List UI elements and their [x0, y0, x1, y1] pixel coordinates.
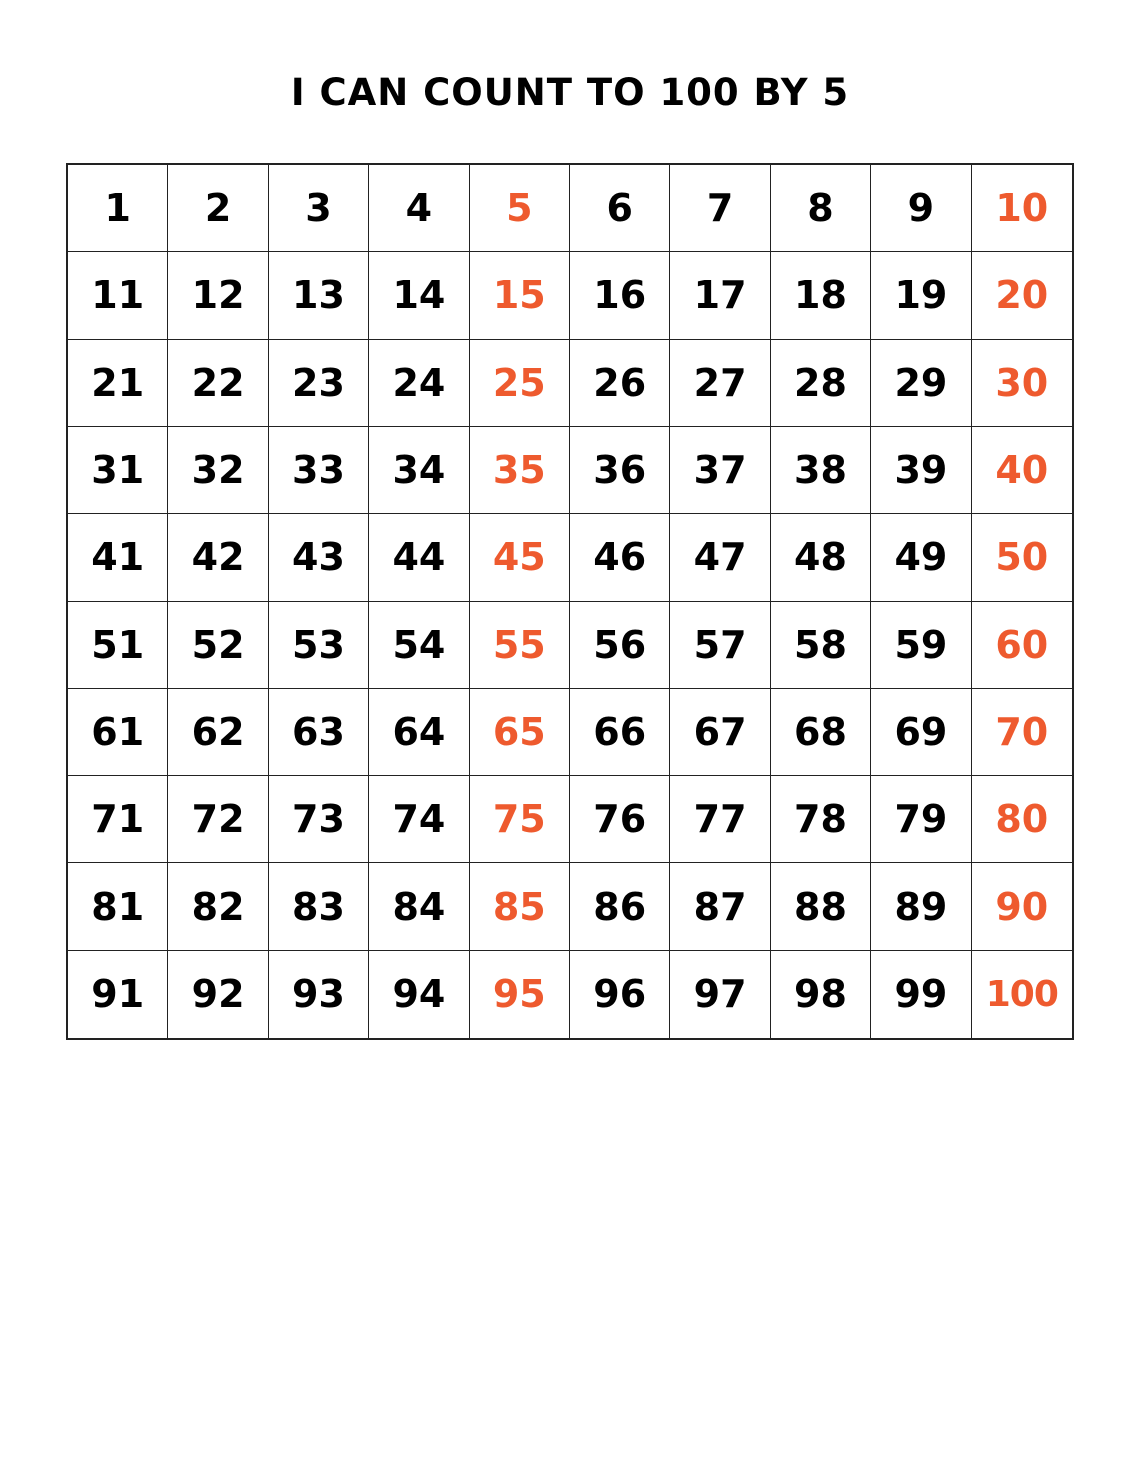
number-cell: 13 [269, 252, 369, 339]
number-cell: 61 [68, 689, 168, 776]
number-cell-highlighted: 90 [972, 863, 1072, 950]
number-cell: 68 [771, 689, 871, 776]
number-cell: 22 [168, 340, 268, 427]
number-cell: 72 [168, 776, 268, 863]
number-cell: 3 [269, 165, 369, 252]
number-cell: 7 [670, 165, 770, 252]
number-cell: 98 [771, 951, 871, 1038]
number-cell: 66 [570, 689, 670, 776]
number-cell: 97 [670, 951, 770, 1038]
number-cell-highlighted: 25 [470, 340, 570, 427]
number-cell: 9 [871, 165, 971, 252]
number-cell: 67 [670, 689, 770, 776]
number-cell: 48 [771, 514, 871, 601]
number-cell: 18 [771, 252, 871, 339]
number-cell: 29 [871, 340, 971, 427]
number-cell: 54 [369, 602, 469, 689]
number-cell-highlighted: 95 [470, 951, 570, 1038]
number-cell-highlighted: 75 [470, 776, 570, 863]
number-cell-highlighted: 20 [972, 252, 1072, 339]
number-cell-highlighted: 60 [972, 602, 1072, 689]
number-cell: 76 [570, 776, 670, 863]
number-cell: 21 [68, 340, 168, 427]
number-cell: 84 [369, 863, 469, 950]
number-cell: 28 [771, 340, 871, 427]
number-cell: 17 [670, 252, 770, 339]
number-cell: 11 [68, 252, 168, 339]
number-cell: 52 [168, 602, 268, 689]
number-cell: 53 [269, 602, 369, 689]
number-cell: 58 [771, 602, 871, 689]
number-cell: 12 [168, 252, 268, 339]
number-cell: 87 [670, 863, 770, 950]
hundreds-chart-grid [66, 163, 1074, 1040]
number-cell: 77 [670, 776, 770, 863]
number-cell-highlighted: 15 [470, 252, 570, 339]
number-cell: 34 [369, 427, 469, 514]
number-cell-highlighted: 100 [985, 973, 1058, 1015]
number-cell: 1 [68, 165, 168, 252]
number-cell-highlighted: 5 [470, 165, 570, 252]
number-cell-highlighted: 35 [470, 427, 570, 514]
number-cell: 96 [570, 951, 670, 1038]
number-cell: 44 [369, 514, 469, 601]
number-cell: 26 [570, 340, 670, 427]
number-cell: 43 [269, 514, 369, 601]
number-cell-highlighted: 55 [470, 602, 570, 689]
number-cell: 32 [168, 427, 268, 514]
number-cell: 56 [570, 602, 670, 689]
number-cell: 89 [871, 863, 971, 950]
number-cell-highlighted: 45 [470, 514, 570, 601]
number-cell-highlighted: 70 [972, 689, 1072, 776]
number-cell: 57 [670, 602, 770, 689]
number-cell: 42 [168, 514, 268, 601]
number-cell: 49 [871, 514, 971, 601]
number-cell-highlighted: 10 [972, 165, 1072, 252]
number-cell: 86 [570, 863, 670, 950]
number-cell: 73 [269, 776, 369, 863]
number-cell-highlighted: 85 [470, 863, 570, 950]
number-cell: 16 [570, 252, 670, 339]
number-cell: 92 [168, 951, 268, 1038]
number-cell: 74 [369, 776, 469, 863]
number-cell: 82 [168, 863, 268, 950]
number-cell-highlighted: 40 [972, 427, 1072, 514]
number-cell: 8 [771, 165, 871, 252]
number-cell: 46 [570, 514, 670, 601]
number-cell: 94 [369, 951, 469, 1038]
number-cell: 88 [771, 863, 871, 950]
page-title: I CAN COUNT TO 100 BY 5 [290, 71, 850, 114]
number-cell: 14 [369, 252, 469, 339]
number-cell: 93 [269, 951, 369, 1038]
number-cell: 36 [570, 427, 670, 514]
number-cell: 24 [369, 340, 469, 427]
number-cell: 27 [670, 340, 770, 427]
number-cell: 83 [269, 863, 369, 950]
number-cell: 2 [168, 165, 268, 252]
number-cell: 51 [68, 602, 168, 689]
number-cell: 59 [871, 602, 971, 689]
number-cell: 39 [871, 427, 971, 514]
number-cell-highlighted: 65 [470, 689, 570, 776]
number-cell-highlighted: 30 [972, 340, 1072, 427]
number-cell: 81 [68, 863, 168, 950]
number-cell: 41 [68, 514, 168, 601]
number-cell: 63 [269, 689, 369, 776]
number-cell: 33 [269, 427, 369, 514]
number-cell: 19 [871, 252, 971, 339]
number-cell-highlighted: 80 [972, 776, 1072, 863]
number-cell: 6 [570, 165, 670, 252]
number-cell: 62 [168, 689, 268, 776]
number-cell: 69 [871, 689, 971, 776]
number-cell: 47 [670, 514, 770, 601]
number-cell: 78 [771, 776, 871, 863]
number-cell: 99 [871, 951, 971, 1038]
number-cell: 91 [68, 951, 168, 1038]
number-cell: 38 [771, 427, 871, 514]
number-cell: 4 [369, 165, 469, 252]
number-cell: 31 [68, 427, 168, 514]
number-cell: 79 [871, 776, 971, 863]
number-cell: 71 [68, 776, 168, 863]
number-cell: 23 [269, 340, 369, 427]
number-cell: 37 [670, 427, 770, 514]
number-cell-highlighted: 50 [972, 514, 1072, 601]
number-cell: 64 [369, 689, 469, 776]
